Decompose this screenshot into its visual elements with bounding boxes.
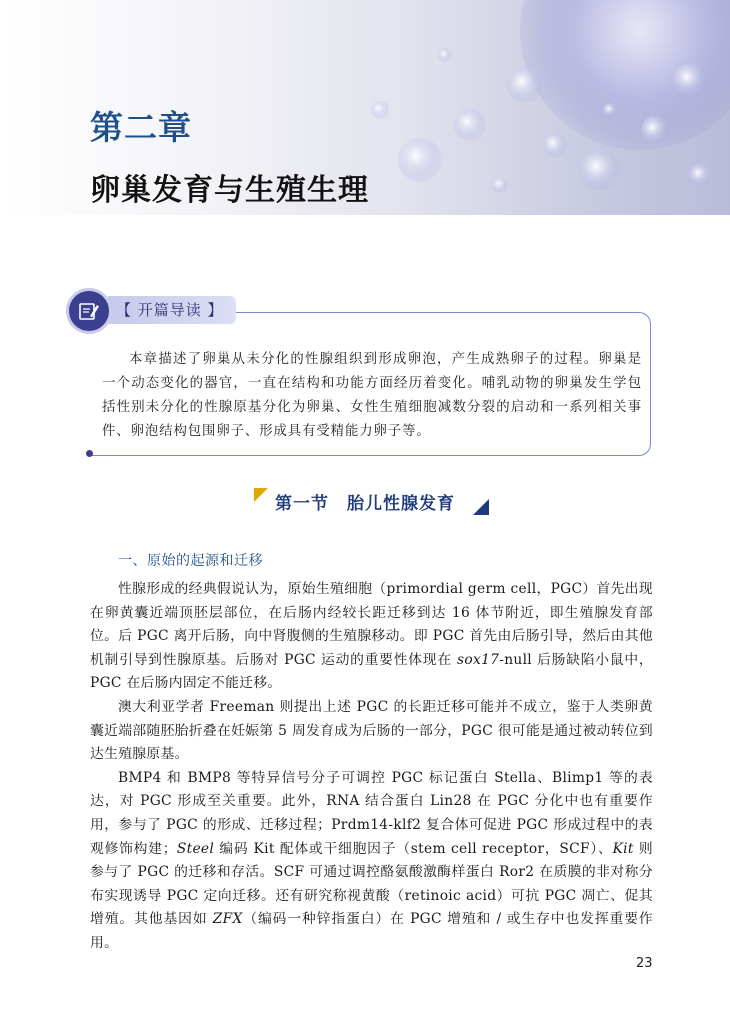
intro-badge <box>66 288 112 334</box>
body-text <box>90 578 653 956</box>
chapter-banner <box>0 0 730 215</box>
chapter-title: 卵巢发育与生殖生理 <box>90 173 369 208</box>
intro-box-dot <box>86 450 93 457</box>
intro-text: 本章描述了卵巢从未分化的性腺组织到形成卵泡，产生成熟卵子的过程。卵巢是一个动态变化的器官，一直在结构和功能方面经历着变化。哺乳动物的卵巢发生学包括性别未分化的性腺原基分化为卵巢、女性生殖细胞减数分裂的启动和一系列相关事件、卵泡结构包围卵子、形成具有受精能力卵子等。 <box>102 352 642 439</box>
paragraph: 澳大利亚学者 Freeman 则提出上述 PGC 的长距迁移可能并不成立，鉴于人类卵黄囊近端部随胚胎折叠在妊娠第 5 周发育成为后肠的一部分，PGC 很可能是通过被动转位到达生殖腺原基。 <box>90 698 653 763</box>
gene-name: Steel <box>176 840 215 857</box>
subsection-heading: 一、原始的起源和迁移 <box>118 553 263 569</box>
chapter-number: 第二章 <box>90 108 192 147</box>
intro-label: 【 开篇导读 】 <box>108 296 236 324</box>
page-number: 23 <box>636 956 653 971</box>
gene-name: ZFX <box>212 911 243 928</box>
gene-name: Kit <box>612 840 634 857</box>
paragraph: 性腺形成的经典假说认为，原始生殖细胞（primordial germ cell，PGC）首先出现在卵黄囊近端顶胚层部位，在后肠内经较长距迁移到达 16 体节附近，即生殖腺发育部位。后 PGC 离开后肠，向中肾腹侧的生殖腺移动。即 PGC 首先由后肠引导，然后由其他机制引导到性腺原基。后肠对 PGC 运动的重要性体现在 sox17-null 后肠缺陷小鼠中，PGC 在后肠内固定不能迁移。 <box>90 581 654 692</box>
paragraph: BMP4 和 BMP8 等特异信号分子可调控 PGC 标记蛋白 Stella、Blimp1 等的表达，对 PGC 形成至关重要。此外，RNA 结合蛋白 Lin28 在 PGC 分化中也有重要作用，参与了 PGC 的形成、迁移过程；Prdm14-klf2 复合体可促进 PGC 形成过程中的表观修饰构建；Steel 编码 Kit 配体或干细胞因子（stem cell receptor，SCF）、Kit 则参与了 PGC 的迁移和存活。SCF 可通过调控酪氨酸激酶样蛋白 Ror2 在质膜的非对称分布实现诱导 PGC 定向迁移。还有研究称视黄酸（retinoic acid）可抗 PGC 凋亡、促其增殖。其他基因如 ZFX（编码一种锌指蛋白）在 PGC 增殖和 / 或生存中也发挥重要作用。 <box>90 769 654 951</box>
gene-name: sox17 <box>457 651 500 668</box>
section-heading-triangle-right <box>473 499 489 515</box>
pencil-note-icon <box>78 300 100 322</box>
section-heading: 第一节 胎儿性腺发育 <box>275 494 455 514</box>
